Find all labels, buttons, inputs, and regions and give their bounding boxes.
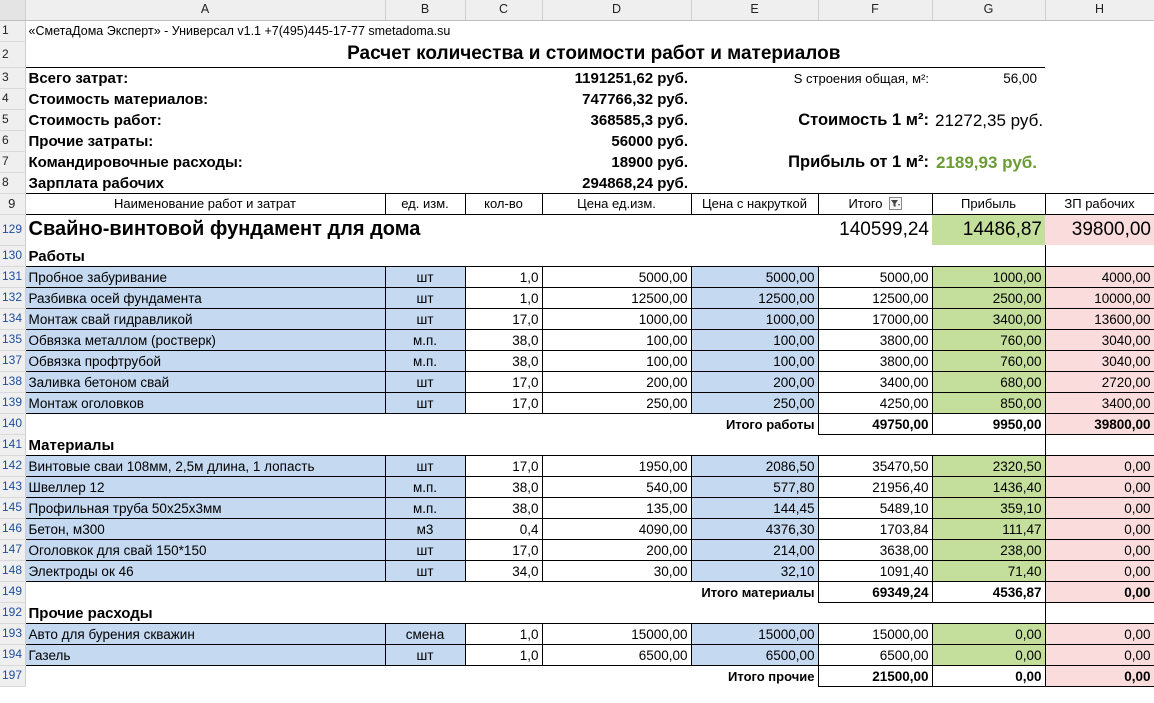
total-value[interactable]: 21500,00 [818,665,932,686]
item-name[interactable]: Монтаж свай гидравликой [25,308,385,329]
item-price[interactable]: 135,00 [542,497,691,518]
item-qty[interactable]: 17,0 [465,392,542,413]
row-header[interactable]: 9 [0,193,25,214]
item-total[interactable]: 35470,50 [818,455,932,476]
item-profit[interactable]: 760,00 [932,350,1045,371]
item-profit[interactable]: 0,00 [932,644,1045,665]
summary-label[interactable]: Прочие затраты: [28,133,154,150]
row-header[interactable]: 4 [0,88,25,109]
total-value[interactable]: 49750,00 [818,413,932,434]
row-header[interactable]: 146 [0,518,25,539]
group-title[interactable]: Прочие расходы [28,604,153,622]
sheet-row [0,172,1154,193]
table-row [0,623,1154,644]
item-profit[interactable]: 2320,50 [932,455,1045,476]
table-header-label: Итого [848,196,883,211]
table-row [0,518,1154,539]
table-row [0,371,1154,392]
empty-cell[interactable] [465,665,542,686]
item-wages[interactable]: 0,00 [1045,518,1154,539]
item-unit[interactable]: шт [385,455,465,476]
row-header[interactable]: 129 [0,214,25,245]
sheet-row [0,151,1154,172]
column-header[interactable]: B [385,0,465,20]
item-wages[interactable]: 0,00 [1045,623,1154,644]
table-row [0,350,1154,371]
row-header[interactable]: 193 [0,623,25,644]
item-markup-price[interactable]: 4376,30 [691,518,818,539]
empty-cell[interactable] [465,602,542,623]
row-header[interactable]: 138 [0,371,25,392]
item-unit[interactable]: м.п. [385,329,465,350]
row-header[interactable]: 141 [0,434,25,455]
item-wages[interactable]: 3040,00 [1045,350,1154,371]
empty-cell[interactable] [465,413,542,434]
table-row [0,287,1154,308]
summary-label[interactable]: Стоимость материалов: [28,91,209,108]
table-row [0,497,1154,518]
empty-cell[interactable] [1045,245,1154,266]
item-price[interactable]: 6500,00 [542,644,691,665]
item-wages[interactable]: 3400,00 [1045,392,1154,413]
group-title[interactable]: Материалы [28,436,115,454]
empty-cell[interactable] [932,245,1045,266]
page-title[interactable]: Расчет количества и стоимости работ и материалов [25,41,1045,67]
item-qty[interactable]: 1,0 [465,644,542,665]
item-total[interactable]: 15000,00 [818,623,932,644]
item-price[interactable]: 100,00 [542,350,691,371]
item-unit[interactable]: м.п. [385,476,465,497]
row-header[interactable]: 132 [0,287,25,308]
summary-value[interactable]: 368585,3 руб. [590,112,688,129]
row-header[interactable]: 5 [0,109,25,130]
item-wages[interactable]: 0,00 [1045,539,1154,560]
item-profit[interactable]: 71,40 [932,560,1045,581]
item-name[interactable]: Обвязка металлом (ростверк) [25,329,385,350]
sheet-row [0,67,1154,88]
item-name[interactable]: Швеллер 12 [25,476,385,497]
empty-cell[interactable] [385,434,465,455]
empty-cell[interactable] [385,602,465,623]
empty-cell[interactable] [932,434,1045,455]
item-name[interactable]: Бетон, м300 [25,518,385,539]
item-markup-price[interactable]: 2086,50 [691,455,818,476]
item-total[interactable]: 1703,84 [818,518,932,539]
item-profit[interactable]: 0,00 [932,623,1045,644]
table-row [0,455,1154,476]
item-total[interactable]: 3638,00 [818,539,932,560]
empty-cell[interactable] [691,602,818,623]
area-value[interactable]: 56,00 [1003,71,1037,86]
item-price[interactable]: 15000,00 [542,623,691,644]
item-price[interactable]: 200,00 [542,371,691,392]
item-name[interactable]: Газель [25,644,385,665]
item-markup-price[interactable]: 144,45 [691,497,818,518]
column-header[interactable]: E [691,0,818,20]
item-price[interactable]: 12500,00 [542,287,691,308]
item-wages[interactable]: 0,00 [1045,644,1154,665]
sheet-row [0,88,1154,109]
column-header[interactable]: C [465,0,542,20]
total-wages[interactable]: 39800,00 [1045,413,1154,434]
summary-value[interactable]: 747766,32 руб. [582,91,688,108]
select-all-corner[interactable] [0,0,25,20]
group-title-row [0,602,1154,623]
item-name[interactable]: Авто для бурения скважин [25,623,385,644]
empty-cell[interactable] [25,581,385,602]
item-wages[interactable]: 3040,00 [1045,329,1154,350]
item-qty[interactable]: 0,4 [465,518,542,539]
table-row [0,476,1154,497]
item-wages[interactable]: 2720,00 [1045,371,1154,392]
item-unit[interactable]: шт [385,560,465,581]
row-header[interactable]: 3 [0,67,25,88]
item-markup-price[interactable]: 214,00 [691,539,818,560]
item-unit[interactable]: шт [385,308,465,329]
item-total[interactable]: 3400,00 [818,371,932,392]
item-wages[interactable]: 4000,00 [1045,266,1154,287]
row-header[interactable]: 134 [0,308,25,329]
total-wages[interactable]: 0,00 [1045,665,1154,686]
item-unit[interactable]: шт [385,539,465,560]
summary-value[interactable]: 56000 руб. [611,133,688,150]
item-markup-price[interactable]: 15000,00 [691,623,818,644]
item-qty[interactable]: 17,0 [465,371,542,392]
item-qty[interactable]: 17,0 [465,455,542,476]
row-header[interactable]: 139 [0,392,25,413]
item-total[interactable]: 17000,00 [818,308,932,329]
item-unit[interactable]: шт [385,287,465,308]
empty-cell[interactable] [691,434,818,455]
empty-cell[interactable] [542,602,691,623]
summary-value[interactable]: 294868,24 руб. [582,174,688,192]
item-qty[interactable]: 1,0 [465,623,542,644]
item-unit[interactable]: шт [385,371,465,392]
table-header-cell[interactable]: ЗП рабочих [1045,193,1154,214]
item-price[interactable]: 30,00 [542,560,691,581]
item-total[interactable]: 6500,00 [818,644,932,665]
item-name[interactable]: Профильная труба 50х25х3мм [25,497,385,518]
item-markup-price[interactable]: 12500,00 [691,287,818,308]
empty-cell[interactable] [385,245,465,266]
item-unit[interactable]: шт [385,266,465,287]
table-header-cell[interactable]: кол-во [465,193,542,214]
summary-label[interactable]: Всего затрат: [28,70,129,87]
item-unit[interactable]: м.п. [385,497,465,518]
item-total[interactable]: 4250,00 [818,392,932,413]
total-profit[interactable]: 9950,00 [932,413,1045,434]
item-profit[interactable]: 359,10 [932,497,1045,518]
empty-cell[interactable] [1045,434,1154,455]
row-header[interactable]: 7 [0,151,25,172]
item-total[interactable]: 3800,00 [818,350,932,371]
item-profit[interactable]: 111,47 [932,518,1045,539]
row-header[interactable]: 6 [0,130,25,151]
item-unit[interactable]: шт [385,644,465,665]
empty-cell[interactable] [542,245,691,266]
empty-cell[interactable] [25,413,385,434]
item-wages[interactable]: 13600,00 [1045,308,1154,329]
item-profit[interactable]: 1436,40 [932,476,1045,497]
app-header-line[interactable]: «СметаДома Эксперт» - Универсал v1.1 +7(495)445-17-77 smetadoma.su [28,24,451,38]
item-wages[interactable]: 0,00 [1045,455,1154,476]
item-price[interactable]: 100,00 [542,329,691,350]
empty-cell[interactable] [385,413,465,434]
section-row [0,214,1154,245]
item-total[interactable]: 12500,00 [818,287,932,308]
summary-label[interactable]: Стоимость работ: [28,112,162,129]
item-wages[interactable]: 0,00 [1045,497,1154,518]
item-name[interactable]: Обвязка профтрубой [25,350,385,371]
item-unit[interactable]: шт [385,392,465,413]
summary-value[interactable]: 1191251,62 руб. [574,70,688,87]
column-header[interactable]: F [818,0,932,20]
table-header-cell[interactable]: Цена ед.изм. [542,193,691,214]
column-header[interactable]: G [932,0,1045,20]
item-total[interactable]: 3800,00 [818,329,932,350]
item-qty[interactable]: 38,0 [465,350,542,371]
sheet-row [0,20,1154,41]
row-header[interactable]: 1 [0,20,25,41]
empty-cell[interactable] [465,245,542,266]
item-wages[interactable]: 0,00 [1045,476,1154,497]
row-header[interactable]: 147 [0,539,25,560]
empty-cell[interactable] [818,245,932,266]
row-header[interactable]: 130 [0,245,25,266]
column-header[interactable]: D [542,0,691,20]
item-price[interactable]: 5000,00 [542,266,691,287]
item-markup-price[interactable]: 32,10 [691,560,818,581]
total-label[interactable]: Итого материалы [701,585,815,600]
item-unit[interactable]: м3 [385,518,465,539]
empty-cell[interactable] [818,602,932,623]
profit-per-m2-label[interactable]: Прибыль от 1 м²: [788,153,929,171]
item-qty[interactable]: 38,0 [465,497,542,518]
column-header[interactable]: A [25,0,385,20]
total-row [0,581,1154,602]
item-markup-price[interactable]: 250,00 [691,392,818,413]
section-profit[interactable]: 14486,87 [932,214,1045,245]
table-header-cell[interactable]: Цена с накруткой [691,193,818,214]
item-profit[interactable]: 2500,00 [932,287,1045,308]
item-name[interactable]: Разбивка осей фундамента [25,287,385,308]
column-header-row [0,0,1154,20]
section-title[interactable]: Свайно-винтовой фундамент для дома [28,218,421,241]
item-name[interactable]: Монтаж оголовков [25,392,385,413]
item-price[interactable]: 1950,00 [542,455,691,476]
row-header[interactable]: 8 [0,172,25,193]
table-row [0,308,1154,329]
empty-cell[interactable] [465,434,542,455]
filter-icon[interactable] [889,197,902,210]
item-name[interactable]: Оголовкок для свай 150*150 [25,539,385,560]
row-header[interactable]: 143 [0,476,25,497]
item-profit[interactable]: 1000,00 [932,266,1045,287]
item-qty[interactable]: 17,0 [465,308,542,329]
row-header[interactable]: 140 [0,413,25,434]
item-profit[interactable]: 3400,00 [932,308,1045,329]
empty-cell[interactable] [465,581,542,602]
total-profit[interactable]: 4536,87 [932,581,1045,602]
item-markup-price[interactable]: 5000,00 [691,266,818,287]
item-total[interactable]: 5000,00 [818,266,932,287]
total-wages[interactable]: 0,00 [1045,581,1154,602]
item-wages[interactable]: 10000,00 [1045,287,1154,308]
row-header[interactable]: 192 [0,602,25,623]
section-wages[interactable]: 39800,00 [1045,214,1154,245]
total-label[interactable]: Итого прочие [728,669,815,684]
total-profit[interactable]: 0,00 [932,665,1045,686]
item-profit[interactable]: 760,00 [932,329,1045,350]
item-qty[interactable]: 34,0 [465,560,542,581]
group-title[interactable]: Работы [28,247,85,265]
item-qty[interactable]: 17,0 [465,539,542,560]
item-unit[interactable]: смена [385,623,465,644]
empty-cell[interactable] [1045,602,1154,623]
row-header[interactable]: 197 [0,665,25,686]
empty-cell[interactable] [691,245,818,266]
area-label[interactable]: S строения общая, м²: [793,71,929,86]
empty-cell[interactable] [385,581,465,602]
table-row [0,329,1154,350]
row-header[interactable]: 145 [0,497,25,518]
item-markup-price[interactable]: 577,80 [691,476,818,497]
item-wages[interactable]: 0,00 [1045,560,1154,581]
table-header-cell[interactable] [818,193,932,214]
item-qty[interactable]: 1,0 [465,287,542,308]
section-total[interactable]: 140599,24 [839,219,929,241]
row-header[interactable]: 135 [0,329,25,350]
item-price[interactable]: 200,00 [542,539,691,560]
row-header[interactable]: 149 [0,581,25,602]
total-label[interactable]: Итого работы [725,417,815,432]
item-name[interactable]: Винтовые сваи 108мм, 2,5м длина, 1 лопасть [25,455,385,476]
item-profit[interactable]: 680,00 [932,371,1045,392]
row-header[interactable]: 137 [0,350,25,371]
total-value[interactable]: 69349,24 [818,581,932,602]
item-price[interactable]: 540,00 [542,476,691,497]
sheet-row [0,109,1154,130]
item-price[interactable]: 250,00 [542,392,691,413]
table-row [0,392,1154,413]
item-total[interactable]: 5489,10 [818,497,932,518]
item-price[interactable]: 4090,00 [542,518,691,539]
item-qty[interactable]: 38,0 [465,329,542,350]
cost-per-m2-value[interactable]: 21272,35 руб. [935,111,1044,130]
summary-label[interactable]: Зарплата рабочих [28,174,165,192]
profit-per-m2-value[interactable]: 2189,93 руб. [935,153,1037,172]
table-header-row [0,193,1154,214]
empty-cell[interactable] [932,602,1045,623]
item-profit[interactable]: 850,00 [932,392,1045,413]
summary-label[interactable]: Командировочные расходы: [28,154,243,171]
item-markup-price[interactable]: 200,00 [691,371,818,392]
sheet-row [0,130,1154,151]
item-profit[interactable]: 238,00 [932,539,1045,560]
row-header[interactable]: 142 [0,455,25,476]
table-header-cell[interactable]: Наименование работ и затрат [25,193,385,214]
summary-value[interactable]: 18900 руб. [611,154,688,171]
item-name[interactable]: Заливка бетоном свай [25,371,385,392]
item-name[interactable]: Пробное забуривание [25,266,385,287]
item-unit[interactable]: м.п. [385,350,465,371]
item-markup-price[interactable]: 6500,00 [691,644,818,665]
item-markup-price[interactable]: 1000,00 [691,308,818,329]
item-total[interactable]: 21956,40 [818,476,932,497]
table-header-cell[interactable]: Прибыль [932,193,1045,214]
empty-cell[interactable] [385,665,465,686]
item-markup-price[interactable]: 100,00 [691,350,818,371]
row-header[interactable]: 2 [0,41,25,67]
empty-cell[interactable] [25,665,385,686]
cost-per-m2-label[interactable]: Стоимость 1 м²: [798,111,929,129]
table-row [0,560,1154,581]
group-title-row [0,245,1154,266]
table-row [0,266,1154,287]
empty-cell[interactable] [818,434,932,455]
sheet-row [0,41,1154,67]
group-title-row [0,434,1154,455]
item-qty[interactable]: 38,0 [465,476,542,497]
table-header-cell[interactable]: ед. изм. [385,193,465,214]
item-qty[interactable]: 1,0 [465,266,542,287]
table-row [0,539,1154,560]
item-name[interactable]: Электроды ок 46 [25,560,385,581]
column-header[interactable]: H [1045,0,1154,20]
total-row [0,665,1154,686]
total-row [0,413,1154,434]
row-header[interactable]: 131 [0,266,25,287]
item-total[interactable]: 1091,40 [818,560,932,581]
table-row [0,644,1154,665]
empty-cell[interactable] [542,434,691,455]
item-markup-price[interactable]: 100,00 [691,329,818,350]
row-header[interactable]: 148 [0,560,25,581]
row-header[interactable]: 194 [0,644,25,665]
item-price[interactable]: 1000,00 [542,308,691,329]
